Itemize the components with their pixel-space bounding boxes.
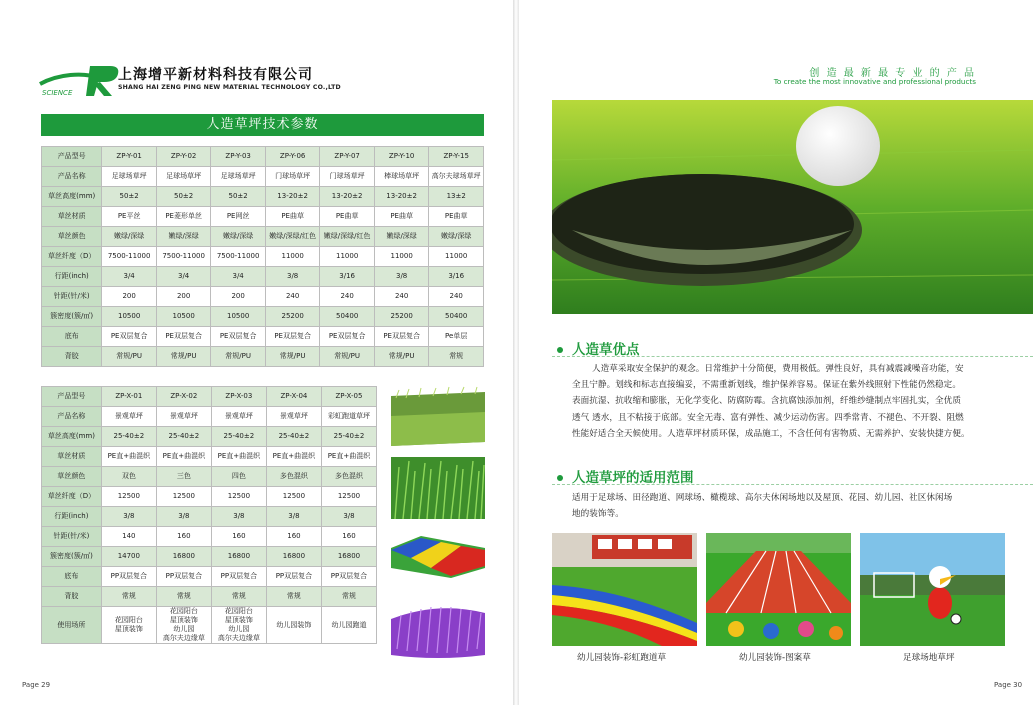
- table-cell: 25-40±2: [321, 427, 376, 447]
- applications-paragraph: [572, 490, 952, 522]
- table-cell: 多色混织: [266, 467, 321, 487]
- table-cell: 常规/PU: [374, 347, 429, 367]
- row-header-cell: 草丝颜色: [42, 227, 102, 247]
- table-cell: 200: [102, 287, 157, 307]
- table-cell: PE双层复合: [320, 327, 375, 347]
- row-header-cell: 簇密度(簇/㎡): [42, 307, 102, 327]
- spec-title: 人造草坪技术参数: [41, 114, 484, 136]
- table-cell: PE曲草: [429, 207, 484, 227]
- table-cell: 12500: [211, 487, 266, 507]
- table-row: [42, 347, 484, 367]
- table-cell: 14700: [101, 547, 156, 567]
- table-cell: 足球场草坪: [211, 167, 266, 187]
- table-cell: 3/4: [102, 267, 157, 287]
- applications-line: 适用于足球场、田径跑道、网球场、橄榄球、高尔夫休闲场地以及屋顶、花园、幼儿园、社区休闲场: [572, 493, 953, 503]
- row-header-cell: 背胶: [42, 347, 102, 367]
- advantages-heading: 人造草优点: [557, 338, 640, 358]
- table-cell: 嫩绿/深绿: [156, 227, 211, 247]
- row-header-cell: 草丝颜色: [42, 467, 102, 487]
- row-header-cell: 草丝纤度（D）: [42, 247, 102, 267]
- table-cell: 13-20±2: [265, 187, 320, 207]
- table-row: [42, 607, 377, 644]
- row-header-cell: 背胶: [42, 587, 102, 607]
- table-cell: ZP-X-04: [266, 387, 321, 407]
- table-cell: 幼儿园装饰: [266, 607, 321, 644]
- table-cell: 140: [101, 527, 156, 547]
- table-cell: 240: [374, 287, 429, 307]
- table-row: [42, 187, 484, 207]
- row-header-cell: 底布: [42, 567, 102, 587]
- kindergarten-pattern-photo: [706, 533, 851, 646]
- table-cell: 240: [320, 287, 375, 307]
- table-cell: 3/8: [101, 507, 156, 527]
- row-header-cell: 草丝纤度（D）: [42, 487, 102, 507]
- table-row: [42, 307, 484, 327]
- table-row: [42, 287, 484, 307]
- applications-divider: [552, 484, 1033, 486]
- table-cell: 常规: [266, 587, 321, 607]
- table-row: [42, 527, 377, 547]
- table-cell: 3/8: [266, 507, 321, 527]
- table-cell: 嫩绿/深绿/红色: [265, 227, 320, 247]
- table-cell: 50400: [429, 307, 484, 327]
- table-row: [42, 207, 484, 227]
- table-cell: 花园阳台 屋顶装饰: [101, 607, 156, 644]
- table-cell: 50±2: [211, 187, 266, 207]
- slogan-en: To create the most innovative and professional products: [773, 77, 976, 86]
- table-cell: 花园阳台 屋顶装饰 幼儿园 高尔夫边缘草: [211, 607, 266, 644]
- row-header-cell: 簇密度(簇/㎡): [42, 547, 102, 567]
- book-spine: [513, 0, 519, 705]
- row-header-cell: 底布: [42, 327, 102, 347]
- table-cell: 11000: [320, 247, 375, 267]
- table-cell: 160: [156, 527, 211, 547]
- table-cell: 嫩绿/深绿: [102, 227, 157, 247]
- table-cell: 25200: [265, 307, 320, 327]
- table-cell: ZP-X-03: [211, 387, 266, 407]
- table-cell: ZP-X-05: [321, 387, 376, 407]
- table-cell: 门球场草坪: [320, 167, 375, 187]
- table-cell: 50±2: [102, 187, 157, 207]
- applications-line: 地的装饰等。: [572, 509, 624, 520]
- bullet-dot-icon: [557, 475, 563, 481]
- table-row: [42, 387, 377, 407]
- table-cell: 足球场草坪: [156, 167, 211, 187]
- table-cell: PP双层复合: [321, 567, 376, 587]
- table-cell: PE曲草: [320, 207, 375, 227]
- table-cell: 10500: [211, 307, 266, 327]
- table-row: [42, 407, 377, 427]
- table-row: [42, 507, 377, 527]
- table-cell: PE双层复合: [374, 327, 429, 347]
- table-cell: 3/8: [374, 267, 429, 287]
- table-cell: 常规: [321, 587, 376, 607]
- table-row: [42, 247, 484, 267]
- row-header-cell: 草丝高度(mm): [42, 187, 102, 207]
- table-cell: 常规/PU: [211, 347, 266, 367]
- table-row: [42, 547, 377, 567]
- table-row: [42, 567, 377, 587]
- table-cell: 10500: [102, 307, 157, 327]
- advantages-paragraph: [572, 361, 970, 442]
- table-cell: PP双层复合: [156, 567, 211, 587]
- advantages-divider: [552, 356, 1033, 358]
- table-cell: 嫩绿/深绿: [211, 227, 266, 247]
- table-cell: 13±2: [429, 187, 484, 207]
- table-cell: PE曲草: [374, 207, 429, 227]
- table-cell: 常规: [156, 587, 211, 607]
- table-cell: 50400: [320, 307, 375, 327]
- table-cell: 嫩绿/深绿: [429, 227, 484, 247]
- table-cell: 棒球场草坪: [374, 167, 429, 187]
- table-row: [42, 427, 377, 447]
- company-name-cn: 上海增平新材料科技有限公司: [118, 67, 313, 83]
- table-cell: ZP-X-01: [101, 387, 156, 407]
- table-cell: PE平丝: [102, 207, 157, 227]
- table-cell: 7500-11000: [102, 247, 157, 267]
- table-cell: 25-40±2: [266, 427, 321, 447]
- table-cell: 25-40±2: [156, 427, 211, 447]
- table-cell: PE双层复合: [102, 327, 157, 347]
- table-cell: 12500: [321, 487, 376, 507]
- row-header-cell: 产品型号: [42, 147, 102, 167]
- table-cell: 240: [265, 287, 320, 307]
- table-cell: 16800: [211, 547, 266, 567]
- table-row: [42, 327, 484, 347]
- table-cell: PE菱形单丝: [156, 207, 211, 227]
- page-number-left: Page 29: [22, 681, 51, 689]
- table-cell: 3/4: [211, 267, 266, 287]
- table-cell: ZP-Y-01: [102, 147, 157, 167]
- table-cell: 常规: [101, 587, 156, 607]
- table-cell: 16800: [156, 547, 211, 567]
- table-cell: PP双层复合: [211, 567, 266, 587]
- row-header-cell: 草丝材质: [42, 207, 102, 227]
- company-name-en: SHANG HAI ZENG PING NEW MATERIAL TECHNOLOGY CO.,LTD: [118, 84, 341, 91]
- row-header-cell: 针距(针/米): [42, 287, 102, 307]
- kindergarten-rainbow-photo: [552, 533, 697, 646]
- spec-table-x: [41, 386, 377, 644]
- table-cell: 13-20±2: [320, 187, 375, 207]
- table-cell: ZP-Y-10: [374, 147, 429, 167]
- row-header-cell: 针距(针/米): [42, 527, 102, 547]
- table-cell: PP双层复合: [266, 567, 321, 587]
- table-cell: 160: [211, 527, 266, 547]
- table-cell: 嫩绿/深绿: [374, 227, 429, 247]
- golf-hole-hero-image: [552, 100, 1033, 314]
- table-cell: 双色: [101, 467, 156, 487]
- table-row: [42, 227, 484, 247]
- table-cell: 3/8: [211, 507, 266, 527]
- slogan-cn: 创 造 最 新 最 专 业 的 产 品: [809, 68, 976, 79]
- table-cell: 常规: [211, 587, 266, 607]
- table-cell: 25-40±2: [211, 427, 266, 447]
- table-cell: 3/8: [156, 507, 211, 527]
- table-row: [42, 587, 377, 607]
- table-cell: 50±2: [156, 187, 211, 207]
- table-cell: PE直+曲混织: [321, 447, 376, 467]
- table-cell: 门球场草坪: [265, 167, 320, 187]
- table-row: [42, 487, 377, 507]
- table-cell: 25200: [374, 307, 429, 327]
- applications-heading: 人造草坪的适用范围: [557, 466, 694, 486]
- row-header-cell: 行距(inch): [42, 507, 102, 527]
- table-cell: 多色混织: [321, 467, 376, 487]
- table-cell: 3/8: [321, 507, 376, 527]
- table-cell: 25-40±2: [101, 427, 156, 447]
- table-cell: 3/8: [265, 267, 320, 287]
- table-cell: PE双层复合: [211, 327, 266, 347]
- turf-sample-purple-image: [391, 599, 485, 661]
- table-cell: 3/16: [320, 267, 375, 287]
- table-cell: 景观草坪: [266, 407, 321, 427]
- table-cell: ZP-Y-06: [265, 147, 320, 167]
- table-cell: 11000: [374, 247, 429, 267]
- table-cell: ZP-Y-07: [320, 147, 375, 167]
- table-cell: 常规/PU: [265, 347, 320, 367]
- table-cell: ZP-X-02: [156, 387, 211, 407]
- advantages-line: 全且宁静。划线和标志直接编妥，不需重新划线，维护保养容易。保证在紫外线照射下性能仍然稳定。: [572, 380, 961, 391]
- table-cell: 240: [429, 287, 484, 307]
- table-cell: 常规/PU: [102, 347, 157, 367]
- advantages-line: 人造草采取安全保护的观念。日常维护十分简便，费用极低。弹性良好，具有减震减噪音功能，安: [592, 364, 964, 374]
- table-cell: 常规/PU: [320, 347, 375, 367]
- spec-table-y: [41, 146, 484, 367]
- table-cell: PE直+曲混织: [266, 447, 321, 467]
- table-cell: PE网丝: [211, 207, 266, 227]
- table-cell: 12500: [266, 487, 321, 507]
- advantages-line: 性能好适合全天候使用。人造草坪材质环保，成品施工，不含任何有害物质、无需养护、安装快捷方便。: [572, 428, 970, 439]
- table-cell: 11000: [429, 247, 484, 267]
- table-cell: 12500: [101, 487, 156, 507]
- company-logo-icon: [38, 62, 128, 98]
- table-cell: 10500: [156, 307, 211, 327]
- turf-sample-three-color-image: [391, 457, 485, 519]
- table-cell: PP双层复合: [101, 567, 156, 587]
- photo-caption-football: 足球场地草坪: [903, 653, 955, 663]
- table-cell: 常规: [429, 347, 484, 367]
- table-cell: 四色: [211, 467, 266, 487]
- table-cell: 常规/PU: [156, 347, 211, 367]
- table-cell: ZP-Y-03: [211, 147, 266, 167]
- table-cell: 幼儿园跑道: [321, 607, 376, 644]
- table-cell: 13-20±2: [374, 187, 429, 207]
- advantages-line: 表面抗湿、抗收缩和膨胀，无化学变化、防腐防霉。含抗腐蚀添加剂，纤维纱缝制点牢固扎实，全优质: [572, 396, 961, 407]
- table-cell: PE双层复合: [265, 327, 320, 347]
- table-cell: ZP-Y-15: [429, 147, 484, 167]
- table-cell: PE直+曲混织: [101, 447, 156, 467]
- table-cell: 嫩绿/深绿/红色: [320, 227, 375, 247]
- table-cell: PE曲草: [265, 207, 320, 227]
- table-cell: ZP-Y-02: [156, 147, 211, 167]
- row-header-cell: 草丝材质: [42, 447, 102, 467]
- table-cell: 7500-11000: [156, 247, 211, 267]
- row-header-cell: 产品名称: [42, 407, 102, 427]
- table-cell: 7500-11000: [211, 247, 266, 267]
- table-row: [42, 447, 377, 467]
- table-cell: 11000: [265, 247, 320, 267]
- table-row: [42, 167, 484, 187]
- photo-caption-pattern: 幼儿园装饰-图案草: [739, 653, 811, 663]
- table-cell: 景观草坪: [156, 407, 211, 427]
- row-header-cell: 草丝高度(mm): [42, 427, 102, 447]
- advantages-line: 透气 透水，且不粘接于底部。安全无毒、富有弹性、减少运动伤害。四季常青、不褪色、不开裂、阻燃: [572, 412, 964, 423]
- photo-caption-rainbow: 幼儿园装饰-彩虹跑道草: [577, 653, 667, 663]
- row-header-cell: 产品型号: [42, 387, 102, 407]
- table-cell: 彩虹跑道草坪: [321, 407, 376, 427]
- table-cell: PE双层复合: [156, 327, 211, 347]
- row-header-cell: 产品名称: [42, 167, 102, 187]
- table-cell: PE直+曲混织: [211, 447, 266, 467]
- table-cell: 花园阳台 屋顶装饰 幼儿园 高尔夫边缘草: [156, 607, 211, 644]
- turf-sample-two-color-image: [391, 386, 485, 448]
- table-cell: 足球场草坪: [102, 167, 157, 187]
- table-cell: 3/4: [156, 267, 211, 287]
- table-cell: Pe单层: [429, 327, 484, 347]
- bullet-dot-icon: [557, 347, 563, 353]
- table-cell: 200: [156, 287, 211, 307]
- table-row: [42, 147, 484, 167]
- table-cell: 高尔夫球场草坪: [429, 167, 484, 187]
- turf-sample-rainbow-image: [391, 528, 485, 590]
- row-header-cell: 使用场所: [42, 607, 102, 644]
- table-cell: 12500: [156, 487, 211, 507]
- table-cell: 160: [321, 527, 376, 547]
- table-row: [42, 467, 377, 487]
- table-cell: 160: [266, 527, 321, 547]
- table-cell: 16800: [266, 547, 321, 567]
- table-cell: 景观草坪: [211, 407, 266, 427]
- logo-science-text: SCIENCE: [42, 89, 73, 97]
- football-field-photo: [860, 533, 1005, 646]
- table-cell: 16800: [321, 547, 376, 567]
- table-cell: 200: [211, 287, 266, 307]
- table-cell: PE直+曲混织: [156, 447, 211, 467]
- table-cell: 三色: [156, 467, 211, 487]
- table-cell: 景观草坪: [101, 407, 156, 427]
- page-number-right: Page 30: [994, 681, 1023, 689]
- table-cell: 3/16: [429, 267, 484, 287]
- table-row: [42, 267, 484, 287]
- row-header-cell: 行距(inch): [42, 267, 102, 287]
